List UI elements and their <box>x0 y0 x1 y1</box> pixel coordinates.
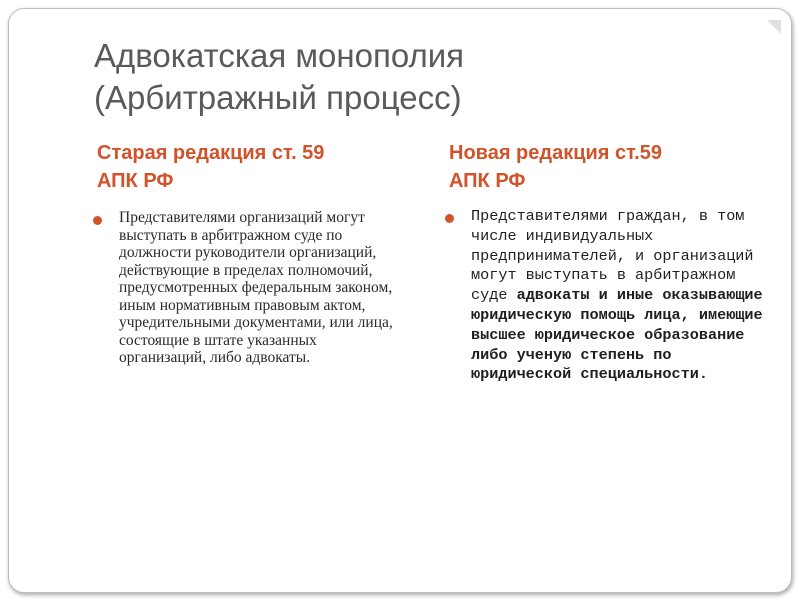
page-curl-decoration <box>767 20 781 34</box>
slide-title-line-2: (Арбитражный процесс) <box>94 79 462 116</box>
new-edition-text-bold: адвокаты и иные оказывающие юридическую помощь лица, имеющие высшее юридическое образование либо ученую степень по юридической специальности. <box>471 286 763 384</box>
old-edition-text: Представителями организаций могут выступать в арбитражном суде по должности руководители организаций, действующие в пределах полномочий, предусмотренных федеральным законом, иным нормативным правовым актом, учредительными документами, или лица, состоящие в штате указанных организаций, либо адвокаты. <box>119 209 393 366</box>
slide <box>8 8 792 593</box>
bullet-dot-icon <box>445 214 454 223</box>
old-edition-list <box>93 209 393 367</box>
new-edition-text-normal: Представителями граждан, в том числе индивидуальных предпринимателей, и организаций могут выступать в арбитражном суде <box>471 207 754 305</box>
old-edition-heading-line-1: Старая редакция ст. 59 <box>97 142 325 164</box>
new-edition-text <box>471 207 775 385</box>
old-edition-heading <box>97 139 324 195</box>
new-edition-heading-line-1: Новая редакция ст.59 <box>449 142 662 164</box>
new-edition-list <box>445 207 775 385</box>
old-edition-heading-line-2: АПК РФ <box>97 170 174 192</box>
new-edition-heading-line-2: АПК РФ <box>449 170 526 192</box>
list-item <box>445 207 775 385</box>
list-item <box>93 209 393 367</box>
slide-title-line-1: Адвокатская монополия <box>94 37 465 74</box>
slide-title <box>94 35 734 119</box>
new-edition-heading <box>449 139 662 195</box>
bullet-dot-icon <box>93 216 102 225</box>
